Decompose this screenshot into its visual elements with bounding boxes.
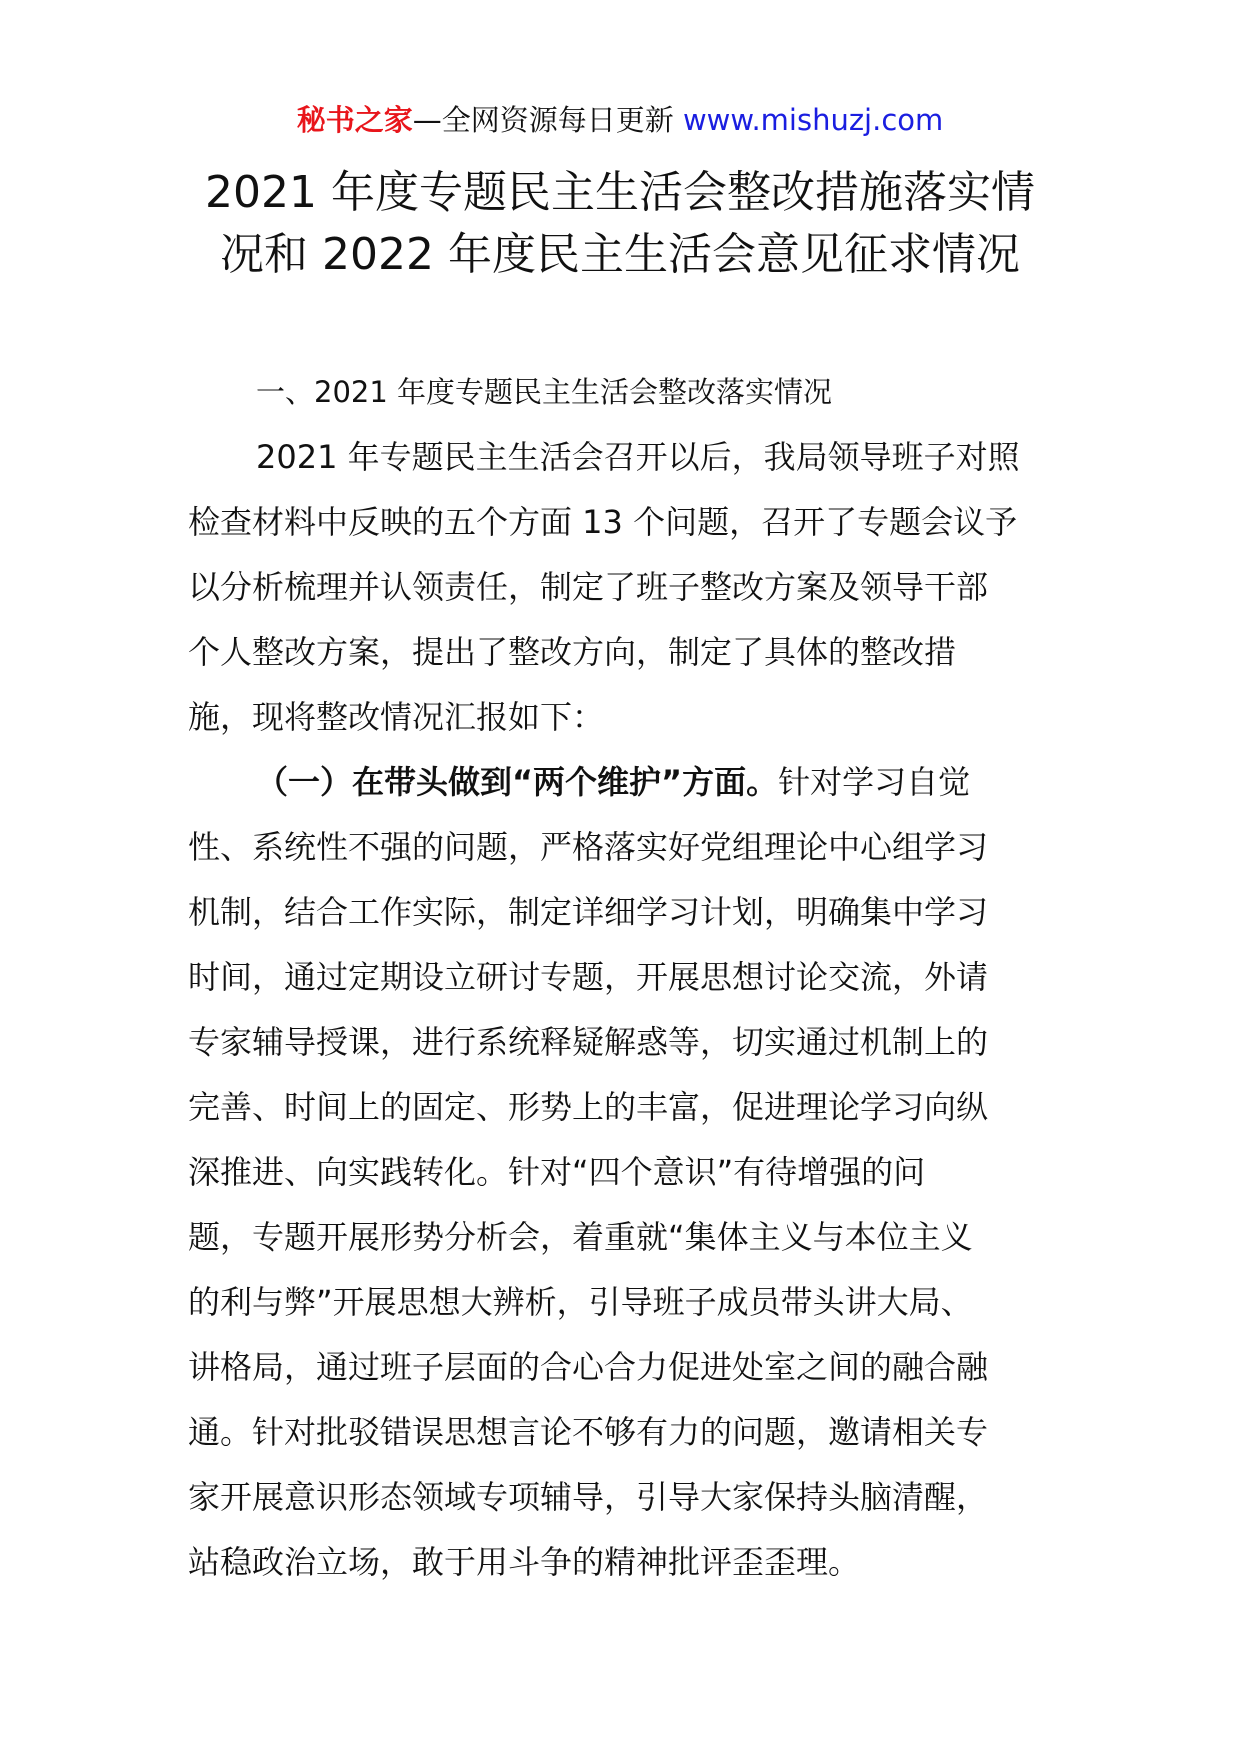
paragraph-line: 通。针对批驳错误思想言论不够有力的问题，邀请相关专	[188, 1413, 989, 1451]
paragraph-line: 机制，结合工作实际，制定详细学习计划，明确集中学习	[188, 893, 989, 931]
title-line-1: 2021 年度专题民主生活会整改措施落实情	[205, 167, 1035, 218]
paragraph-line: 专家辅导授课，进行系统释疑解惑等，切实通过机制上的	[188, 1023, 989, 1061]
paragraph-line: 家开展意识形态领域专项辅导，引导大家保持头脑清醒，	[188, 1478, 989, 1516]
title-line-2: 况和 2022 年度民主生活会意见征求情况	[220, 229, 1020, 280]
paragraph-subsection-1	[188, 750, 1058, 1595]
paragraph-line: 性、系统性不强的问题，严格落实好党组理论中心组学习	[188, 828, 989, 866]
header-slogan: —全网资源每日更新	[412, 103, 683, 137]
brand-name: 秘书之家	[296, 103, 413, 137]
section-heading: 一、2021 年度专题民主生活会整改落实情况	[256, 375, 833, 409]
paragraph-line: 2021 年专题民主生活会召开以后，我局领导班子对照	[256, 438, 1020, 476]
paragraph-line: 讲格局，通过班子层面的合心合力促进处室之间的融合融	[188, 1348, 989, 1386]
site-url-link[interactable]: www.mishuzj.com	[682, 103, 944, 137]
paragraph-line: 完善、时间上的固定、形势上的丰富，促进理论学习向纵	[188, 1088, 989, 1126]
subsection-heading: （一）在带头做到“两个维护”方面。	[256, 763, 779, 801]
document-body	[188, 360, 1058, 1595]
paragraph-line: 站稳政治立场，敢于用斗争的精神批评歪歪理。	[188, 1543, 861, 1581]
paragraph-line: 题，专题开展形势分析会，着重就“集体主义与本位主义	[188, 1218, 973, 1256]
paragraph-line: 深推进、向实践转化。针对“四个意识”有待增强的问	[188, 1153, 926, 1191]
paragraph-line: 检查材料中反映的五个方面 13 个问题，召开了专题会议予	[188, 503, 1018, 541]
paragraph-first-line	[188, 750, 1058, 815]
paragraph-first-line-text: 针对学习自觉	[778, 763, 971, 801]
paragraph-line: 个人整改方案，提出了整改方向，制定了具体的整改措	[188, 633, 957, 671]
paragraph-line: 时间，通过定期设立研讨专题，开展思想讨论交流，外请	[188, 958, 989, 996]
paragraph-line: 以分析梳理并认领责任，制定了班子整改方案及领导干部	[188, 568, 989, 606]
paragraph-intro	[188, 425, 1058, 750]
site-header	[0, 100, 1240, 140]
paragraph-line: 施，现将整改情况汇报如下：	[188, 698, 605, 736]
document-title	[150, 162, 1090, 286]
paragraph-line: 的利与弊”开展思想大辨析，引导班子成员带头讲大局、	[188, 1283, 973, 1321]
